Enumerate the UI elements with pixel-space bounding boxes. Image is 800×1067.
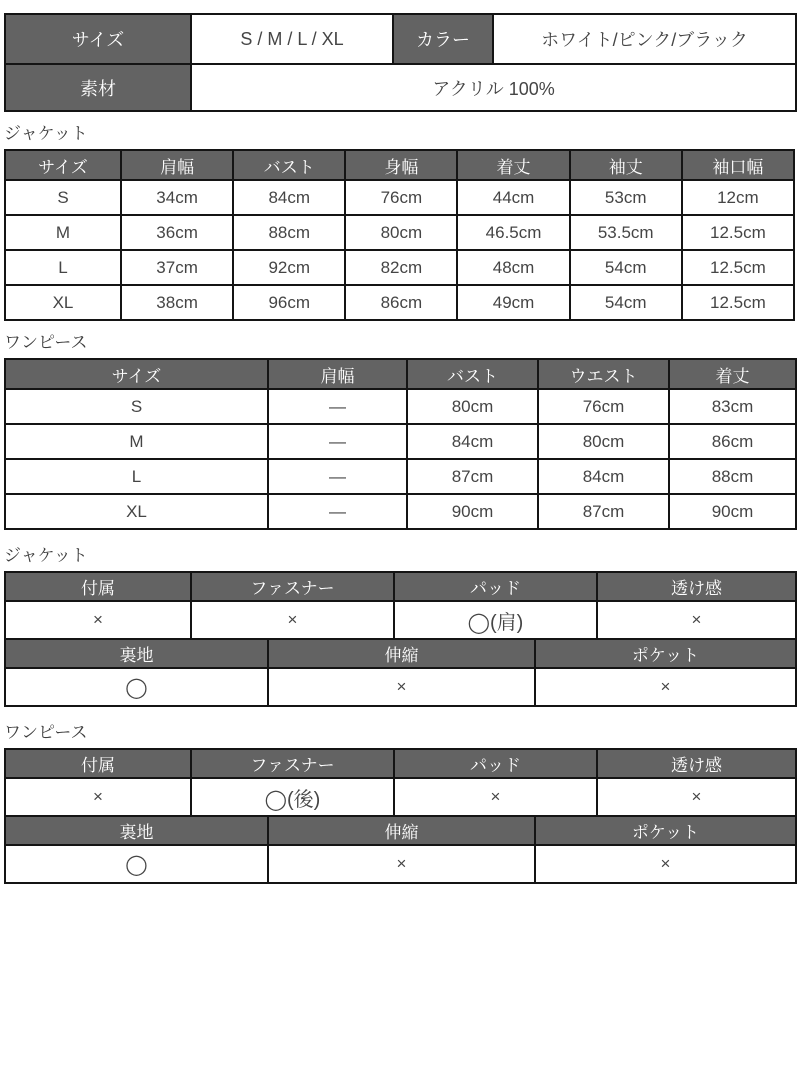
table-row bbox=[5, 14, 796, 64]
size-cell: L bbox=[5, 250, 121, 285]
material-value: アクリル 100% bbox=[191, 64, 796, 111]
feature-value: ◯(肩) bbox=[394, 601, 597, 639]
column-header: サイズ bbox=[5, 359, 268, 389]
measure-cell: 48cm bbox=[457, 250, 569, 285]
table-header-row bbox=[5, 150, 794, 180]
table-row bbox=[5, 459, 796, 494]
column-header: 身幅 bbox=[345, 150, 457, 180]
measure-cell: 54cm bbox=[570, 250, 682, 285]
measure-cell: 96cm bbox=[233, 285, 345, 320]
table-row bbox=[5, 250, 794, 285]
onepiece-detail-table-bottom bbox=[4, 817, 797, 884]
column-header: パッド bbox=[394, 572, 597, 601]
column-header: バスト bbox=[233, 150, 345, 180]
feature-value: × bbox=[597, 601, 796, 639]
feature-value: × bbox=[268, 668, 535, 706]
feature-value: ◯(後) bbox=[191, 778, 394, 816]
column-header: 伸縮 bbox=[268, 817, 535, 845]
column-header: 裏地 bbox=[5, 640, 268, 668]
jacket-size-table bbox=[4, 149, 795, 321]
measure-cell: 12.5cm bbox=[682, 215, 794, 250]
table-row bbox=[5, 64, 796, 111]
measure-cell: 53.5cm bbox=[570, 215, 682, 250]
measure-cell: ― bbox=[268, 494, 407, 529]
column-header: 肩幅 bbox=[121, 150, 233, 180]
jacket-size-section-label: ジャケット bbox=[4, 124, 88, 143]
feature-value: × bbox=[535, 668, 796, 706]
feature-value: × bbox=[394, 778, 597, 816]
measure-cell: 90cm bbox=[669, 494, 796, 529]
measure-cell: 84cm bbox=[407, 424, 538, 459]
onepiece-detail-table-top bbox=[4, 748, 797, 817]
jacket-detail-section-label: ジャケット bbox=[4, 546, 88, 565]
measure-cell: 87cm bbox=[407, 459, 538, 494]
column-header: 透け感 bbox=[597, 749, 796, 778]
size-cell: M bbox=[5, 424, 268, 459]
measure-cell: 80cm bbox=[407, 389, 538, 424]
table-row bbox=[5, 845, 796, 883]
measure-cell: 37cm bbox=[121, 250, 233, 285]
measure-cell: 83cm bbox=[669, 389, 796, 424]
measure-cell: 84cm bbox=[538, 459, 669, 494]
column-header: ポケット bbox=[535, 640, 796, 668]
measure-cell: 44cm bbox=[457, 180, 569, 215]
column-header: ポケット bbox=[535, 817, 796, 845]
table-row bbox=[5, 389, 796, 424]
feature-value: × bbox=[5, 778, 191, 816]
measure-cell: 82cm bbox=[345, 250, 457, 285]
measure-cell: 88cm bbox=[669, 459, 796, 494]
measure-cell: 76cm bbox=[538, 389, 669, 424]
table-row bbox=[5, 494, 796, 529]
jacket-detail-table-bottom bbox=[4, 640, 797, 707]
feature-value: × bbox=[597, 778, 796, 816]
size-header: サイズ bbox=[5, 14, 191, 64]
measure-cell: 86cm bbox=[345, 285, 457, 320]
table-header-row bbox=[5, 749, 796, 778]
feature-value: × bbox=[5, 601, 191, 639]
table-header-row bbox=[5, 640, 796, 668]
column-header: 着丈 bbox=[669, 359, 796, 389]
column-header: ウエスト bbox=[538, 359, 669, 389]
table-header-row bbox=[5, 817, 796, 845]
column-header: パッド bbox=[394, 749, 597, 778]
size-value: S / M / L / XL bbox=[191, 14, 393, 64]
measure-cell: 53cm bbox=[570, 180, 682, 215]
measure-cell: 36cm bbox=[121, 215, 233, 250]
measure-cell: 84cm bbox=[233, 180, 345, 215]
table-row bbox=[5, 778, 796, 816]
measure-cell: ― bbox=[268, 424, 407, 459]
measure-cell: 38cm bbox=[121, 285, 233, 320]
column-header: 肩幅 bbox=[268, 359, 407, 389]
table-row bbox=[5, 215, 794, 250]
spec-table bbox=[4, 13, 797, 112]
table-row bbox=[5, 424, 796, 459]
size-cell: S bbox=[5, 180, 121, 215]
column-header: 袖丈 bbox=[570, 150, 682, 180]
measure-cell: 34cm bbox=[121, 180, 233, 215]
measure-cell: 88cm bbox=[233, 215, 345, 250]
column-header: ファスナー bbox=[191, 572, 394, 601]
measure-cell: 12cm bbox=[682, 180, 794, 215]
column-header: 付属 bbox=[5, 572, 191, 601]
jacket-detail-table-top bbox=[4, 571, 797, 640]
measure-cell: ― bbox=[268, 389, 407, 424]
measure-cell: 76cm bbox=[345, 180, 457, 215]
onepiece-detail-section-label: ワンピース bbox=[4, 723, 88, 742]
column-header: 裏地 bbox=[5, 817, 268, 845]
column-header: 伸縮 bbox=[268, 640, 535, 668]
column-header: 透け感 bbox=[597, 572, 796, 601]
table-header-row bbox=[5, 572, 796, 601]
size-cell: M bbox=[5, 215, 121, 250]
size-cell: S bbox=[5, 389, 268, 424]
table-row bbox=[5, 180, 794, 215]
size-cell: L bbox=[5, 459, 268, 494]
feature-value: × bbox=[535, 845, 796, 883]
feature-value: × bbox=[191, 601, 394, 639]
measure-cell: 46.5cm bbox=[457, 215, 569, 250]
measure-cell: 49cm bbox=[457, 285, 569, 320]
measure-cell: 80cm bbox=[538, 424, 669, 459]
measure-cell: 12.5cm bbox=[682, 285, 794, 320]
feature-value: × bbox=[268, 845, 535, 883]
measure-cell: 87cm bbox=[538, 494, 669, 529]
column-header: 付属 bbox=[5, 749, 191, 778]
feature-value: ◯ bbox=[5, 668, 268, 706]
column-header: 着丈 bbox=[457, 150, 569, 180]
table-row bbox=[5, 285, 794, 320]
table-header-row bbox=[5, 359, 796, 389]
onepiece-size-table bbox=[4, 358, 797, 530]
feature-value: ◯ bbox=[5, 845, 268, 883]
measure-cell: 92cm bbox=[233, 250, 345, 285]
measure-cell: 54cm bbox=[570, 285, 682, 320]
column-header: 袖口幅 bbox=[682, 150, 794, 180]
onepiece-size-section-label: ワンピース bbox=[4, 333, 88, 352]
color-header: カラー bbox=[393, 14, 493, 64]
material-header: 素材 bbox=[5, 64, 191, 111]
measure-cell: ― bbox=[268, 459, 407, 494]
table-row bbox=[5, 601, 796, 639]
size-cell: XL bbox=[5, 494, 268, 529]
column-header: サイズ bbox=[5, 150, 121, 180]
color-value: ホワイト/ピンク/ブラック bbox=[493, 14, 796, 64]
table-row bbox=[5, 668, 796, 706]
column-header: バスト bbox=[407, 359, 538, 389]
measure-cell: 90cm bbox=[407, 494, 538, 529]
measure-cell: 80cm bbox=[345, 215, 457, 250]
column-header: ファスナー bbox=[191, 749, 394, 778]
measure-cell: 12.5cm bbox=[682, 250, 794, 285]
measure-cell: 86cm bbox=[669, 424, 796, 459]
size-cell: XL bbox=[5, 285, 121, 320]
